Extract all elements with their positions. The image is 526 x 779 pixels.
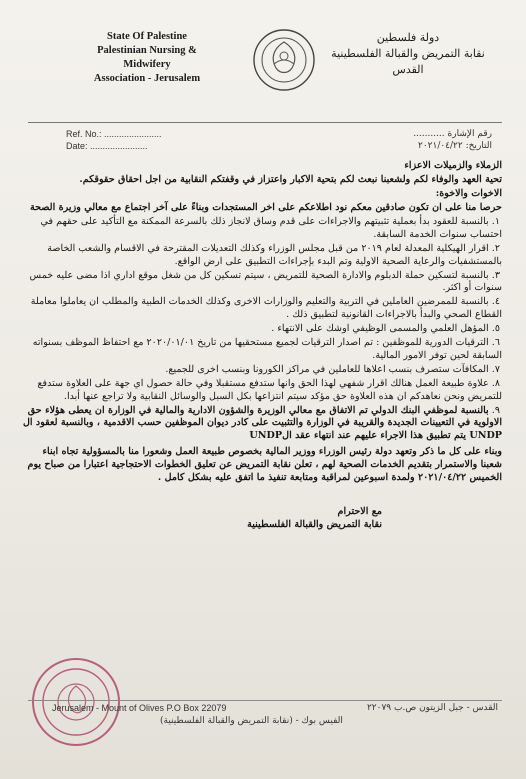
list-item: ٧. المكافآت ستصرف بنسب اعلاها للعاملين في مراكز الكورونا وبنسب اخرى للجميع. — [165, 363, 500, 375]
footer-divider — [28, 700, 502, 701]
association-logo — [252, 28, 316, 92]
lead-paragraph: حرصا منا على ان تكون صادقين معكم نود اطلاعكم على اخر المستجدات وبناءً على آخر اجتماع مع معالي وزيرة الصحة — [30, 202, 502, 214]
header-en-line-2: Palestinian Nursing & — [97, 45, 197, 56]
list-item: ٩. بالنسبة لموظفي البنك الدولي تم الاتفاق مع معالي الوزيرة والشؤون الادارية والمالية في الوزارة ان يعطى هؤلاء حق الاولوية في التعيينات الجديدة والقريبة في الوزارة والتثبيت على كادر ديوان الموظفين حسب الاقدمية ، وبالنسبة لعقود ال UNDP يتم تطبيق هذا الاجراء عليهم عند انتهاء عقد الUNDP — [22, 404, 502, 441]
ar-ref-number: رقم الإشارة ........... — [413, 129, 492, 139]
list-item: ٣. بالنسبة لتسكين حملة الدبلوم والادارة الصحية للتمريض ، سيتم تسكين كل من شغل موقع اداري اذا مضى عليه خمس سنوات أو اكثر. — [29, 269, 502, 294]
ref-date: Date: ....................... — [66, 141, 148, 151]
header-en-line-3: Midwifery — [123, 59, 171, 70]
reference-block-arabic — [332, 128, 492, 152]
header-en-line-1: State Of Palestine — [107, 31, 187, 42]
footer-facebook: الفيس بوك - (نقابة التمريض والقبالة الفلسطينية) — [160, 716, 343, 726]
header-ar-line-2: نقابة التمريض والقبالة الفلسطينية — [331, 47, 485, 60]
header-en-line-4: Association - Jerusalem — [93, 73, 201, 84]
reference-block — [66, 128, 162, 152]
ref-number: Ref. No.: ....................... — [66, 129, 162, 139]
signature-text: نقابة التمريض والقبالة الفلسطينية — [247, 518, 382, 530]
list-item: ٢. اقرار الهيكلية المعدلة لعام ٢٠١٩ من قبل مجلس الوزراء وكذلك التعديلات المقترحة في الاقسام والشعب الخاصة بالمستشفيات والرعاية الصحية الاولية وتم البدء بإجراءات التطبيق على ارض الواقع. — [47, 243, 502, 267]
list-item: ٤. بالنسبة للممرضين العاملين في التربية والتعليم والوزارات الاخرى وكذلك الخدمات الطبية والمطلب ان يعاملوا معاملة القطاع الصحي والبدأ بالاجراءات القانونية لتطبيق ذلك . — [30, 296, 502, 321]
ar-ref-date: التاريخ: ٢٠٢١/٠٤/٢٢ — [417, 141, 492, 151]
header-arabic — [318, 30, 498, 78]
official-stamp-icon — [30, 656, 122, 748]
list-item: ٥. المؤهل العلمي والمسمى الوظيفي اوشك على الانتهاء . — [271, 323, 500, 335]
greeting: الزملاء والزميلات الاعزاء — [404, 160, 502, 171]
footer-address-en: Jerusalem - Mount of Olives P.O Box 22079 — [52, 703, 227, 713]
brothers-line: الاخوات والاخوة: — [435, 188, 502, 200]
list-item: ١. بالنسبة للعقود بدأ بعملية تثبيتهم والاجراءات على قدم وساق لانجاز ذلك بالسرعة الممكنة مع التأكيد على حقهم في احتساب سنوات الخدمة السابقة. — [40, 216, 502, 240]
closing-paragraph: وبناء على كل ما ذكر وتعهد دولة رئيس الوزراء ووزير المالية بخصوص طبيعة العمل وشعورا منا بالمسؤولية تجاه ابناء شعبنا والاستمرار بتقديم الخدمات الصحية لهم ، تعلن نقابة التمريض عن تعليق الخطوات الاحتجاجية اعتبارا من صباح يوم الخميس ٢٠٢١/٠٤/٢٢ ولمدة اسبوعين لمراقبة ومتابعة تنفيذ ما اتفق عليه بشكل كامل . — [27, 446, 502, 483]
intro-paragraph: تحية العهد والوفاء لكم ولشعبنا نبعث لكم بتحية الاكبار واعتزاز في وقفتكم النقابية من اجل احقاق حقوقكم. — [79, 174, 502, 186]
footer-address-ar: القدس - جبل الزيتون ص.ب ٢٢٠٧٩ — [366, 703, 498, 713]
header-ar-line-1: دولة فلسطين — [376, 31, 440, 44]
list-item: ٨. علاوة طبيعة العمل هنالك اقرار شفهي لهذا الحق وانها ستدفع مستقبلا وفي حالة حصول اي جهة على العلاوة ستدفع للتمريض ونحن نعاهدكم ان هذه العلاوة حق مؤكد سيتم انتزاعها بكل السبل والوسائل النقابية ولا تراجع عنها أبدا. — [37, 378, 502, 402]
regards-text: مع الاحترام — [337, 506, 382, 518]
list-item: ٦. الترقيات الدورية للموظفين : تم اصدار الترقيات لجميع مستحقيها من تاريخ ٢٠٢٠/٠١/٠١ مع احتفاظ الموظف بسنواته السابقة لحين توفر الامور المالية. — [32, 337, 502, 361]
header-divider — [28, 122, 502, 123]
signature-block — [22, 506, 502, 531]
header-ar-line-3: القدس — [392, 63, 424, 76]
header-english — [62, 30, 232, 86]
letter-body — [22, 160, 502, 531]
